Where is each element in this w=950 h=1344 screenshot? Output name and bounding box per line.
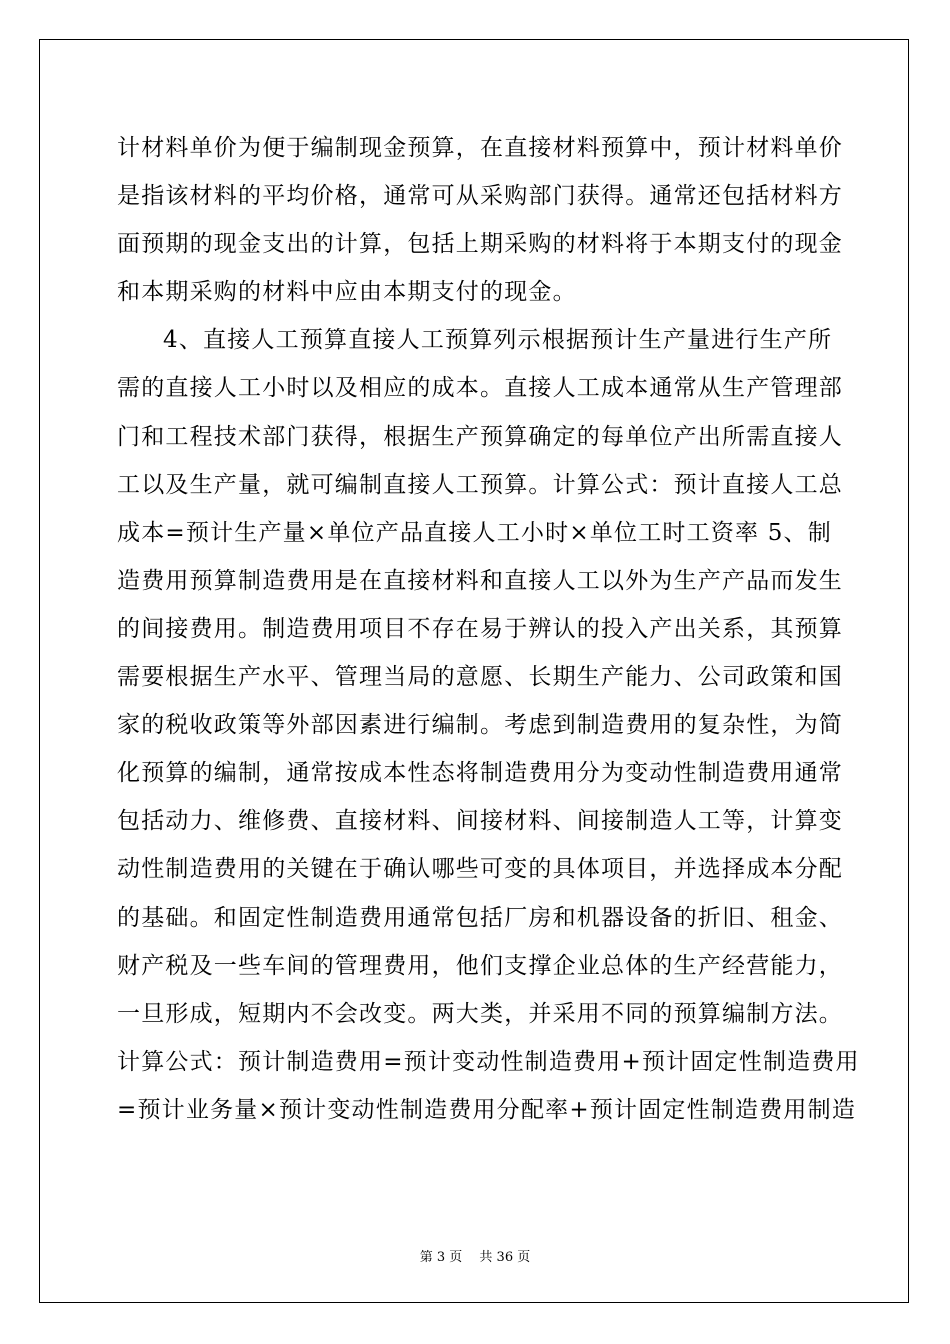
text-line: 是指该材料的平均价格，通常可从采购部门获得。通常还包括材料方 (117, 183, 843, 210)
text-line: 工以及生产量，就可编制直接人工预算。计算公式：预计直接人工总 (117, 471, 843, 498)
text-line: 一旦形成，短期内不会改变。两大类，并采用不同的预算编制方法。 (117, 1000, 843, 1027)
text-line: 和本期采购的材料中应由本期支付的现金。 (117, 279, 577, 306)
text-line: 需要根据生产水平、管理当局的意愿、长期生产能力、公司政策和国 (117, 664, 843, 691)
text-line: 包括动力、维修费、直接材料、间接材料、间接制造人工等，计算变 (117, 808, 843, 835)
text-line: 成本=预计生产量×单位产品直接人工小时×单位工时工资率 5、制 (117, 519, 832, 546)
text-line: 动性制造费用的关键在于确认哪些可变的具体项目，并选择成本分配 (117, 856, 843, 883)
text-line: 面预期的现金支出的计算，包括上期采购的材料将于本期支付的现金 (117, 231, 843, 258)
document-body (117, 124, 860, 1134)
page-number-footer: 第 3 页 共 36 页 (419, 1250, 531, 1265)
text-line: 需的直接人工小时以及相应的成本。直接人工成本通常从生产管理部 (117, 375, 843, 402)
text-line: =预计业务量×预计变动性制造费用分配率+预计固定性制造费用制造 (117, 1096, 857, 1123)
text-line: 计算公式：预计制造费用=预计变动性制造费用+预计固定性制造费用 (117, 1048, 860, 1075)
text-line: 门和工程技术部门获得，根据生产预算确定的每单位产出所需直接人 (117, 423, 843, 450)
text-line: 财产税及一些车间的管理费用，他们支撑企业总体的生产经营能力， (117, 952, 843, 979)
text-line: 家的税收政策等外部因素进行编制。考虑到制造费用的复杂性，为简 (117, 712, 843, 739)
text-line: 4、直接人工预算直接人工预算列示根据预计生产量进行生产所 (163, 327, 833, 354)
text-line: 计材料单价为便于编制现金预算，在直接材料预算中，预计材料单价 (117, 135, 843, 161)
text-line: 造费用预算制造费用是在直接材料和直接人工以外为生产产品而发生 (117, 567, 843, 594)
text-line: 的基础。和固定性制造费用通常包括厂房和机器设备的折旧、租金、 (117, 904, 843, 931)
text-line: 的间接费用。制造费用项目不存在易于辨认的投入产出关系，其预算 (117, 615, 843, 642)
text-line: 化预算的编制，通常按成本性态将制造费用分为变动性制造费用通常 (117, 760, 843, 787)
